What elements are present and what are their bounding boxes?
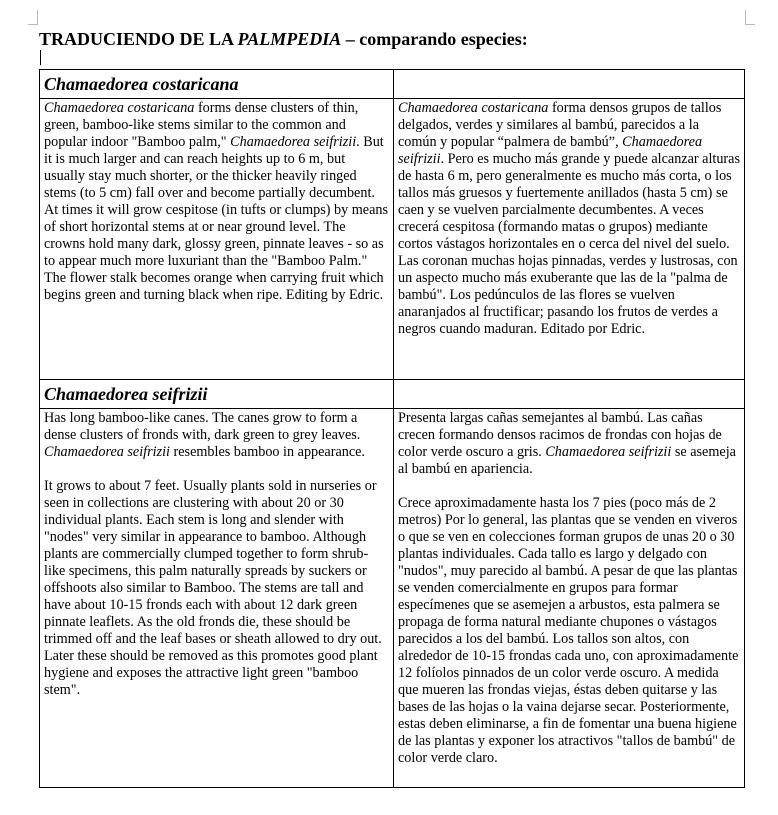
empty-header-cell[interactable] bbox=[394, 380, 745, 409]
spanish-text-cell[interactable] bbox=[394, 99, 745, 380]
comparison-table bbox=[39, 69, 745, 788]
spanish-text-cell[interactable] bbox=[394, 409, 745, 788]
english-text-cell[interactable] bbox=[40, 99, 394, 380]
species-text-row bbox=[40, 409, 745, 788]
species-italic: Chamaedorea seifrizii bbox=[230, 134, 357, 150]
text-run: resembles bamboo in appearance. bbox=[169, 444, 365, 460]
text-run: se asemeja al bambú en apariencia. bbox=[398, 444, 736, 477]
spanish-paragraph bbox=[398, 410, 740, 478]
title-suffix: – comparando especies: bbox=[341, 29, 528, 49]
english-paragraph bbox=[44, 100, 389, 304]
text-run: forms dense clusters of thin, green, bamboo-like stems similar to the common and popular indoor "Bamboo palm," bbox=[44, 100, 359, 150]
species-italic: Chamaedorea costaricana bbox=[398, 100, 549, 116]
english-paragraph: It grows to about 7 feet. Usually plants sold in nurseries or seen in collections are clustering with about 20 or 30 individual plants. Each stem is long and slender with "nodes" very similar in appearance to bamboo. Although plants are commercially clumped together to form shrub-like specimens, this palm naturally spreads by suckers or offshoots also similar to Bamboo. The stems are tall and have about 10-15 fronds each with about 12 dark green pinnate leaflets. As the old fronds die, these should be trimmed off and the leaf bases or sheath allowed to dry out. Later these should be removed as this promotes good plant hygiene and exposes the attractive light green "bamboo stem". bbox=[44, 478, 382, 698]
spanish-paragraph bbox=[398, 100, 740, 338]
text-run: Presenta largas cañas semejantes al bambú. Las cañas crecen formando densos racimos de frondas con hojas de color verde oscuro a gris. bbox=[398, 410, 722, 460]
species-name-cell[interactable] bbox=[40, 70, 394, 99]
title-prefix: TRADUCIENDO DE LA bbox=[39, 29, 238, 49]
text-run: . Pero es mucho más grande y puede alcanzar alturas de hasta 6 m, pero generalmente es mucho más corta, o los tallos más gruesos y fuertemente anillados (hasta 5 cm) se caen y se vuelven parcialmente decumbentes. A veces crecerá cespitosa (formando matas o grupos) mediante cortos vástagos horizontales en o cerca del nivel del suelo. Las coronan muchas hojas pinnadas, verdes y lustrosas, con un aspecto mucho más exuberante que las de la "palma de bambú". Los pedúnculos de las flores se vuelven anaranjados al fructificar; pasando los frutos de verdes a negros cuando maduran. Editado por Edric. bbox=[398, 151, 740, 337]
spanish-paragraph: Crece aproximadamente hasta los 7 pies (poco más de 2 metros) Por lo general, las plantas que se venden en viveros o que se ven en colecciones forman grupos de unas 20 o 30 plantas individuales. Cada tallo es largo y delgado con "nudos", muy parecido al bambú. A pesar de que las plantas se venden comercialmente en grupos para formar especímenes que se asemejen a arbustos, esta palmera se propaga de forma natural mediante chupones o vástagos parecidos a los del bambú. Los tallos son altos, con alrededor de 10-15 frondas cada uno, con aproximadamente 12 folíolos pinnados de un color verde oscuro. A medida que mueren las frondas viejas, éstas deben quitarse y las bases de las hojas o la vaina dejarse secar. Posteriormente, estas deben eliminarse, a fin de fomentar una buena higiene de las plantas y exponer los atractivos "tallos de bambú" de color verde claro. bbox=[398, 495, 739, 766]
english-paragraph bbox=[44, 410, 389, 461]
text-run: . But it is much larger and can reach heights up to 6 m, but usually stay much shorter, or the thicker heavily ringed stems (to 5 cm) fall over and become partially decumbent. At times it will grow cespitose (in tufts or clumps) by means of short horizontal stems at or near ground level. The crowns hold many dark, glossy green, pinnate leaves - so as to appear much more luxuriant than the "Bamboo Palm." The flower stalk becomes orange when carrying fruit which begins green and turning black when ripe. Editing by Edric. bbox=[44, 134, 388, 303]
species-italic: Chamaedorea seifrizii bbox=[44, 444, 170, 460]
text-run: forma densos grupos de tallos delgados, verdes y similares al bambú, parecidos a la común y popular “palmera de bambú”, bbox=[398, 100, 722, 150]
species-italic: Chamaedorea seifrizii bbox=[398, 134, 703, 167]
empty-header-cell[interactable] bbox=[394, 70, 745, 99]
species-header-row bbox=[40, 70, 745, 99]
species-text-row bbox=[40, 99, 745, 380]
document-title bbox=[39, 29, 528, 50]
species-header-row bbox=[40, 380, 745, 409]
species-name-cell[interactable] bbox=[40, 380, 394, 409]
english-text-cell[interactable] bbox=[40, 409, 394, 788]
species-name: Chamaedorea costaricana bbox=[44, 74, 239, 94]
text-run: Has long bamboo-like canes. The canes grow to form a dense clusters of fronds with, dark green to grey leaves. bbox=[44, 410, 361, 443]
title-italic: PALMPEDIA bbox=[237, 29, 342, 49]
page-corner-mark-left bbox=[28, 10, 38, 25]
species-italic: Chamaedorea seifrizii bbox=[545, 444, 672, 460]
page-corner-mark-right bbox=[745, 10, 755, 25]
text-cursor[interactable] bbox=[40, 50, 41, 65]
species-italic: Chamaedorea costaricana bbox=[44, 100, 195, 116]
species-name: Chamaedorea seifrizii bbox=[44, 384, 208, 404]
